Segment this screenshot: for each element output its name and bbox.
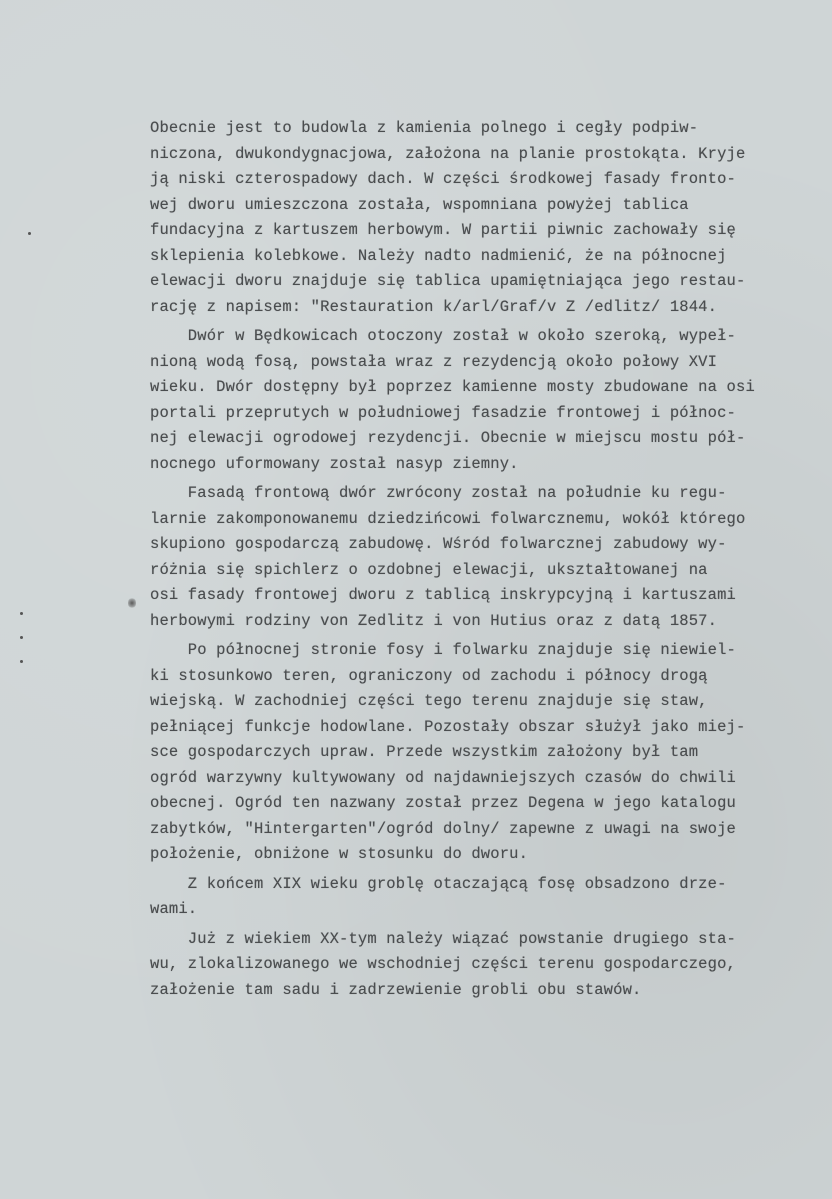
ink-blot: [128, 597, 136, 609]
text-line: sklepienia kolebkowe. Należy nadto nadmienić, że na północnej: [150, 246, 727, 265]
text-line: Już z wiekiem XX-tym należy wiązać powstanie drugiego sta-: [150, 929, 736, 948]
text-line: pełniącej funkcje hodowlane. Pozostały obszar służył jako miej-: [150, 717, 746, 736]
text-line: wej dworu umieszczona została, wspomniana powyżej tablica: [150, 195, 689, 214]
text-line: rację z napisem: "Restauration k/arl/Graf/v Z /edlitz/ 1844.: [150, 297, 718, 316]
text-line: fundacyjna z kartuszem herbowym. W partii piwnic zachowały się: [150, 221, 736, 239]
paragraph-3: [150, 481, 825, 634]
text-line: nej elewacji ogrodowej rezydencji. Obecnie w miejscu mostu pół-: [150, 429, 746, 447]
text-line: położenie, obniżone w stosunku do dworu.: [150, 845, 529, 863]
margin-mark: [20, 612, 23, 615]
text-line: różnia się spichlerz o ozdobnej elewacji, ukształtowanej na: [150, 560, 708, 579]
text-line: larnie zakomponowanemu dziedzińcowi folwarcznemu, wokół którego: [150, 509, 746, 528]
margin-mark: [20, 660, 23, 663]
text-line: wieku. Dwór dostępny był poprzez kamienne mosty zbudowane na osi: [150, 378, 755, 396]
text-line: zabytków, "Hintergarten"/ogród dolny/ zapewne z uwagi na swoje: [150, 819, 736, 838]
text-line: skupiono gospodarczą zabudowę. Wśród folwarcznej zabudowy wy-: [150, 535, 727, 553]
text-line: elewacji dworu znajduje się tablica upamiętniająca jego restau-: [150, 272, 746, 290]
text-line: ogród warzywny kultywowany od najdawniejszych czasów do chwili: [150, 768, 736, 787]
text-line: Dwór w Będkowicach otoczony został w około szeroką, wypeł-: [150, 327, 736, 345]
paragraph-2: [150, 324, 825, 477]
text-line: ją niski czterospadowy dach. W części środkowej fasady fronto-: [150, 170, 736, 188]
text-line: wami.: [150, 900, 198, 918]
text-line: osi fasady frontowej dworu z tablicą inskrypcyjną i kartuszami: [150, 586, 736, 604]
text-line: Po północnej stronie fosy i folwarku znajduje się niewiel-: [150, 641, 736, 659]
margin-mark: [20, 636, 23, 639]
text-line: ki stosunkowo teren, ograniczony od zachodu i północy drogą: [150, 666, 708, 685]
text-line: założenie tam sadu i zadrzewienie grobli obu stawów.: [150, 980, 642, 999]
text-line: Fasadą frontową dwór zwrócony został na południe ku regu-: [150, 484, 727, 502]
text-line: nioną wodą fosą, powstała wraz z rezydencją około połowy XVI: [150, 352, 718, 371]
paragraph-4: [150, 638, 825, 868]
text-line: niczona, dwukondygnacjowa, założona na planie prostokąta. Kryje: [150, 144, 746, 163]
text-line: wiejską. W zachodniej części tego terenu znajduje się staw,: [150, 692, 708, 710]
text-line: sce gospodarczych upraw. Przede wszystkim założony był tam: [150, 743, 699, 761]
text-line: Obecnie jest to budowla z kamienia polnego i cegły podpiw-: [150, 119, 699, 137]
text-line: Z końcem XIX wieku groblę otaczającą fosę obsadzono drze-: [150, 874, 727, 893]
paragraph-1: [150, 116, 825, 320]
text-line: herbowymi rodziny von Zedlitz i von Hutius oraz z datą 1857.: [150, 611, 718, 630]
text-line: portali przeprutych w południowej fasadzie frontowej i północ-: [150, 403, 736, 422]
document-body: [150, 116, 825, 1003]
margin-mark: [28, 232, 31, 235]
paragraph-5: [150, 872, 825, 923]
paragraph-6: [150, 927, 825, 1004]
text-line: wu, zlokalizowanego we wschodniej części terenu gospodarczego,: [150, 955, 736, 973]
text-line: nocnego uformowany został nasyp ziemny.: [150, 454, 519, 473]
text-line: obecnej. Ogród ten nazwany został przez Degena w jego katalogu: [150, 794, 736, 812]
